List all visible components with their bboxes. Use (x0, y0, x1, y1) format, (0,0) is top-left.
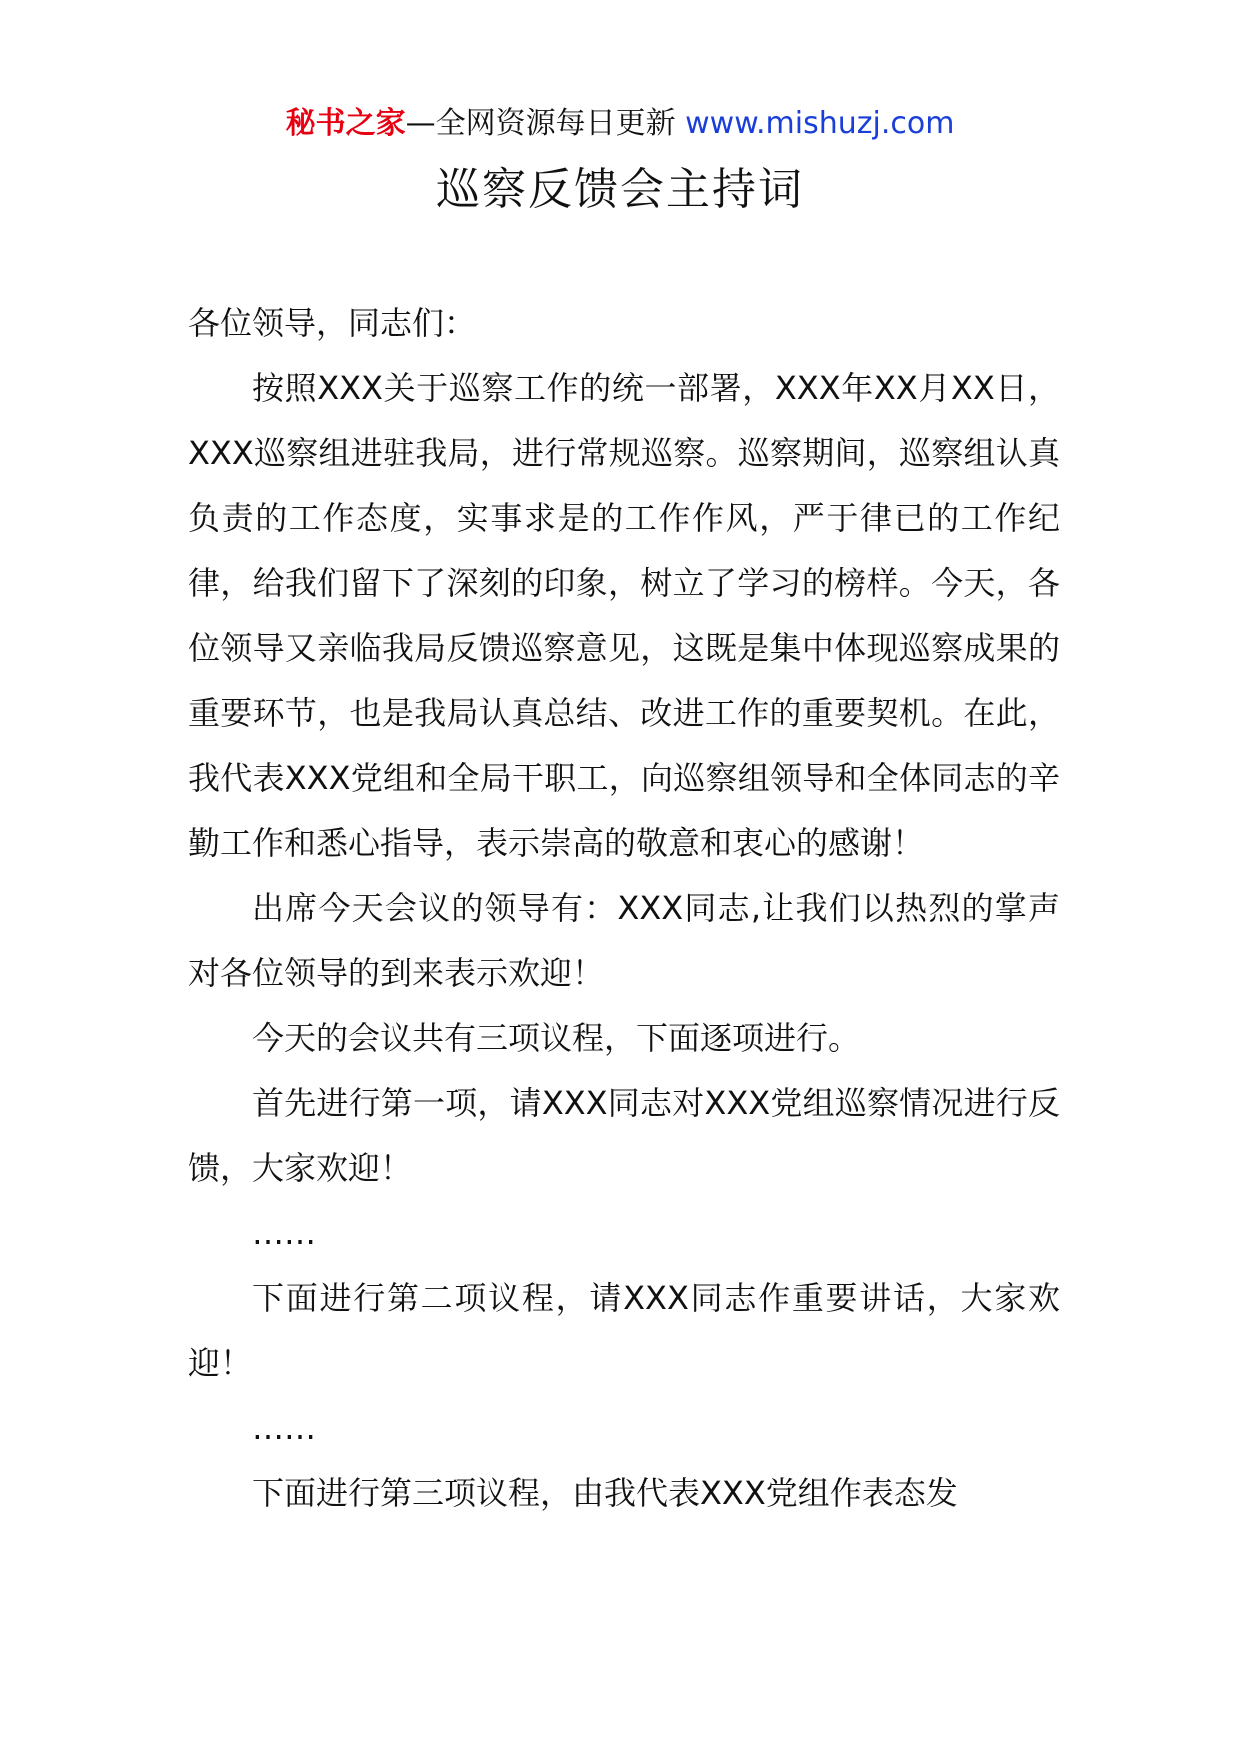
body-paragraph: 按照XXX关于巡察工作的统一部署，XXX年XX月XX日，XXX巡察组进驻我局，进行常规巡察。巡察期间，巡察组认真负责的工作态度，实事求是的工作作风，严于律已的工作纪律，给我们留下了深刻的印象，树立了学习的榜样。今天，各位领导又亲临我局反馈巡察意见，这既是集中体现巡察成果的重要环节，也是我局认真总结、改进工作的重要契机。在此，我代表XXX党组和全局干职工，向巡察组领导和全体同志的辛勤工作和悉心指导，表示崇高的敬意和衷心的感谢！ (188, 369, 1060, 862)
document-body (188, 291, 1060, 1526)
site-url-link[interactable]: www.mishuzj.com (685, 106, 955, 141)
body-paragraph: 下面进行第三项议程，由我代表XXX党组作表态发 (252, 1474, 958, 1512)
body-paragraph: 下面进行第二项议程，请XXX同志作重要讲话，大家欢迎！ (188, 1279, 1060, 1382)
body-paragraph: 出席今天会议的领导有：XXX同志,让我们以热烈的掌声对各位领导的到来表示欢迎！ (188, 889, 1060, 992)
ellipsis-paragraph: …… (252, 1214, 316, 1252)
site-header (0, 102, 1240, 146)
header-slogan: —全网资源每日更新 (405, 106, 676, 141)
document-title: 巡察反馈会主持词 (436, 164, 804, 215)
brand-name: 秘书之家 (285, 106, 406, 141)
body-paragraph: 今天的会议共有三项议程，下面逐项进行。 (252, 1019, 861, 1057)
greeting-paragraph: 各位领导，同志们： (188, 304, 477, 342)
ellipsis-paragraph: …… (252, 1409, 316, 1447)
body-paragraph: 首先进行第一项，请XXX同志对XXX党组巡察情况进行反馈，大家欢迎！ (188, 1084, 1060, 1187)
